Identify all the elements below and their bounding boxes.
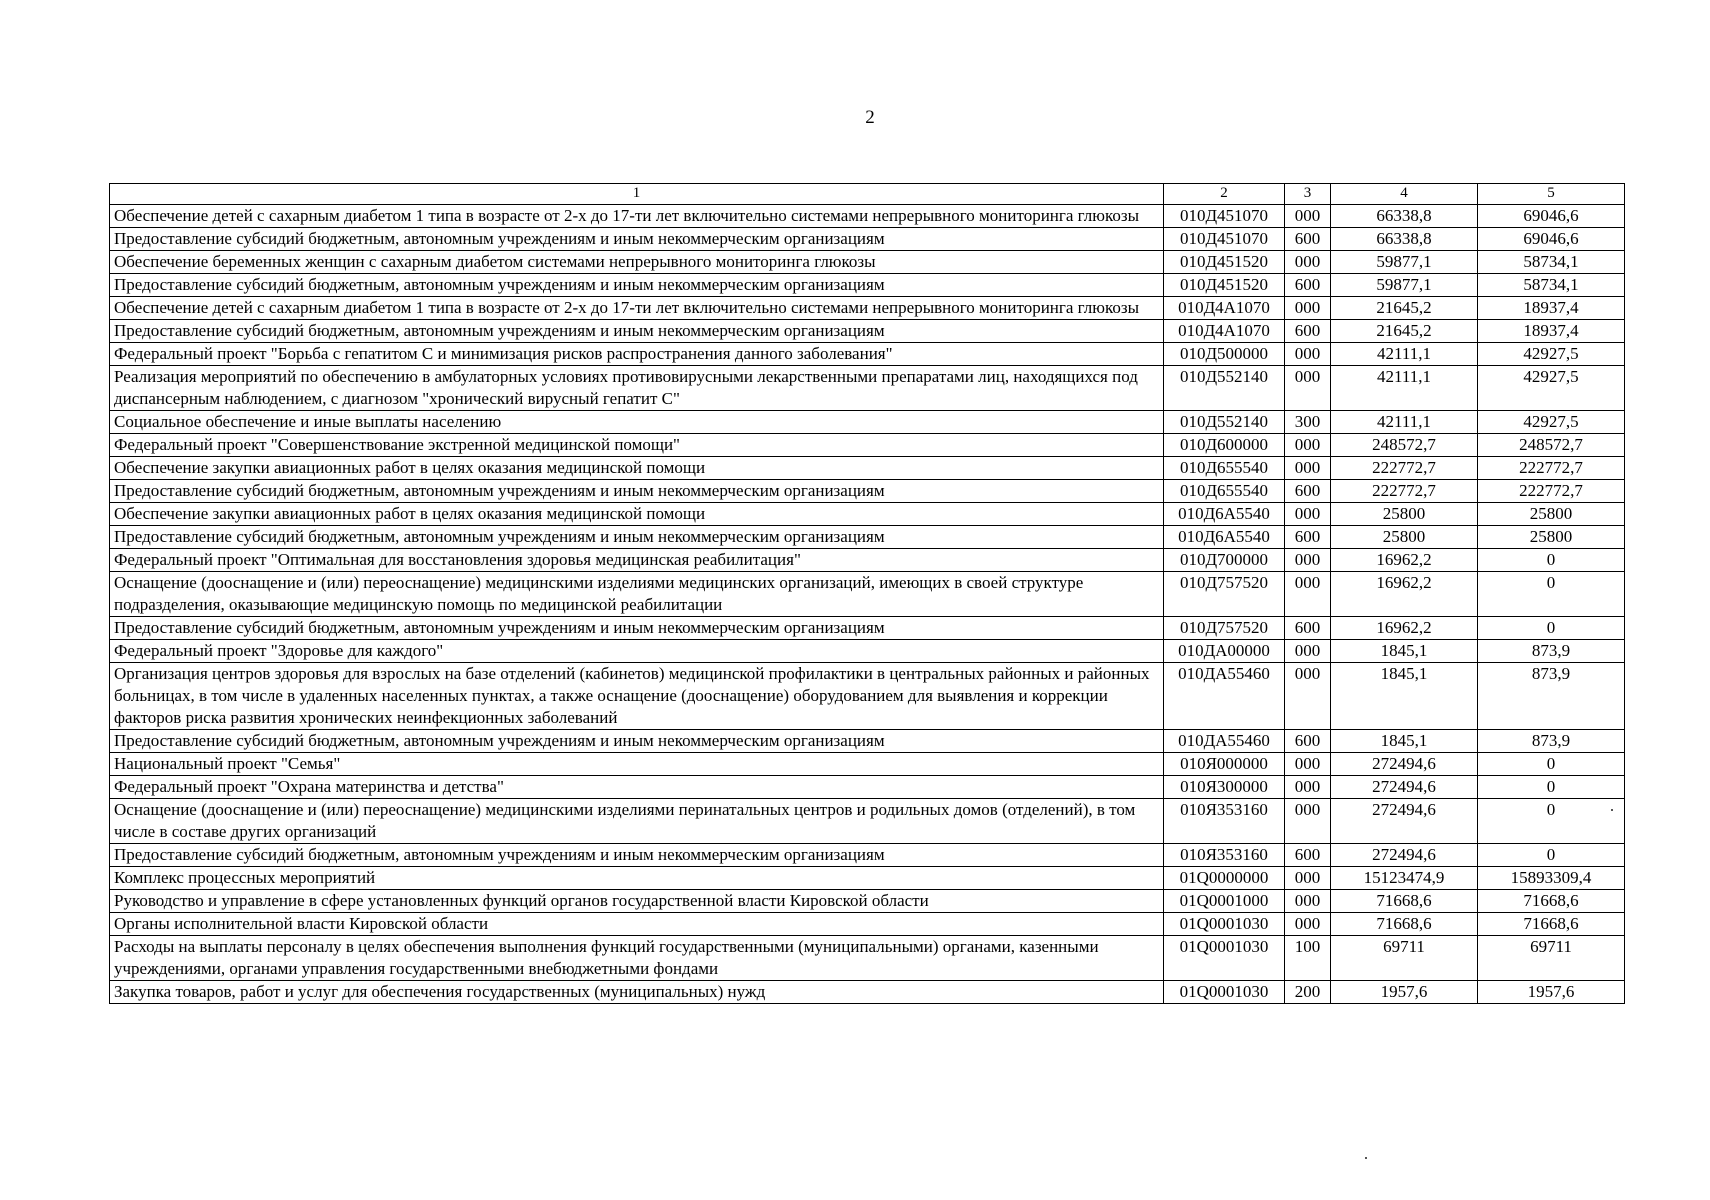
cell-code: 01Q0001030 <box>1164 981 1285 1004</box>
cell-value-5: 0 <box>1478 753 1625 776</box>
cell-value-4: 59877,1 <box>1331 251 1478 274</box>
page-number: 2 <box>865 107 875 128</box>
cell-code: 010ДА55460 <box>1164 730 1285 753</box>
cell-value-4: 25800 <box>1331 526 1478 549</box>
cell-code: 010Д757520 <box>1164 572 1285 617</box>
cell-name: Обеспечение закупки авиационных работ в целях оказания медицинской помощи <box>110 457 1164 480</box>
cell-value-5: 71668,6 <box>1478 890 1625 913</box>
cell-value-4: 42111,1 <box>1331 366 1478 411</box>
cell-value-4: 222772,7 <box>1331 457 1478 480</box>
cell-value-5: 15893309,4 <box>1478 867 1625 890</box>
cell-code: 010Я000000 <box>1164 753 1285 776</box>
cell-code: 010ДА00000 <box>1164 640 1285 663</box>
cell-name: Предоставление субсидий бюджетным, автономным учреждениям и иным некоммерческим организациям <box>110 730 1164 753</box>
table-row <box>110 730 1625 753</box>
cell-value-4: 42111,1 <box>1331 343 1478 366</box>
cell-value-5: 25800 <box>1478 503 1625 526</box>
table-row <box>110 890 1625 913</box>
table-row <box>110 799 1625 844</box>
cell-type: 000 <box>1285 297 1331 320</box>
cell-value-4: 222772,7 <box>1331 480 1478 503</box>
cell-name: Предоставление субсидий бюджетным, автономным учреждениям и иным некоммерческим организациям <box>110 844 1164 867</box>
cell-name: Предоставление субсидий бюджетным, автономным учреждениям и иным некоммерческим организациям <box>110 617 1164 640</box>
cell-value-5: 873,9 <box>1478 730 1625 753</box>
cell-value-5: 0 <box>1478 799 1625 844</box>
column-header-2: 2 <box>1164 184 1285 205</box>
cell-value-5: 18937,4 <box>1478 297 1625 320</box>
table-row <box>110 913 1625 936</box>
cell-type: 600 <box>1285 617 1331 640</box>
cell-code: 010Д451070 <box>1164 205 1285 228</box>
table-row <box>110 503 1625 526</box>
cell-value-4: 71668,6 <box>1331 890 1478 913</box>
cell-type: 000 <box>1285 799 1331 844</box>
cell-code: 010Д4А1070 <box>1164 297 1285 320</box>
cell-value-5: 69711 <box>1478 936 1625 981</box>
table-row <box>110 549 1625 572</box>
cell-type: 000 <box>1285 503 1331 526</box>
cell-value-4: 59877,1 <box>1331 274 1478 297</box>
cell-value-4: 248572,7 <box>1331 434 1478 457</box>
budget-table <box>109 183 1625 1004</box>
table-row <box>110 366 1625 411</box>
table-row <box>110 640 1625 663</box>
table-row <box>110 936 1625 981</box>
cell-name: Комплекс процессных мероприятий <box>110 867 1164 890</box>
cell-value-5: 18937,4 <box>1478 320 1625 343</box>
cell-value-5: 0 <box>1478 776 1625 799</box>
cell-type: 000 <box>1285 343 1331 366</box>
cell-value-5: 248572,7 <box>1478 434 1625 457</box>
cell-name: Предоставление субсидий бюджетным, автономным учреждениям и иным некоммерческим организациям <box>110 274 1164 297</box>
cell-value-5: 58734,1 <box>1478 274 1625 297</box>
cell-value-5: 69046,6 <box>1478 228 1625 251</box>
cell-name: Оснащение (дооснащение и (или) переоснащение) медицинскими изделиями перинатальных центров и родильных домов (отделений), в том числе в составе других организаций <box>110 799 1164 844</box>
cell-value-4: 66338,8 <box>1331 228 1478 251</box>
table-row <box>110 320 1625 343</box>
cell-name: Федеральный проект "Охрана материнства и детства" <box>110 776 1164 799</box>
cell-code: 010Д451520 <box>1164 274 1285 297</box>
cell-value-4: 42111,1 <box>1331 411 1478 434</box>
cell-name: Закупка товаров, работ и услуг для обеспечения государственных (муниципальных) нужд <box>110 981 1164 1004</box>
cell-type: 000 <box>1285 549 1331 572</box>
cell-value-4: 272494,6 <box>1331 799 1478 844</box>
cell-value-4: 25800 <box>1331 503 1478 526</box>
cell-code: 01Q0001030 <box>1164 913 1285 936</box>
cell-value-5: 42927,5 <box>1478 343 1625 366</box>
cell-name: Органы исполнительной власти Кировской области <box>110 913 1164 936</box>
cell-name: Оснащение (дооснащение и (или) переоснащение) медицинскими изделиями медицинских организаций, имеющих в своей структуре подразделения, оказывающие медицинскую помощь по медицинской реабилитации <box>110 572 1164 617</box>
cell-value-4: 1845,1 <box>1331 730 1478 753</box>
table-row <box>110 867 1625 890</box>
cell-value-4: 21645,2 <box>1331 320 1478 343</box>
cell-code: 010Д451520 <box>1164 251 1285 274</box>
cell-value-5: 42927,5 <box>1478 411 1625 434</box>
cell-code: 010Д552140 <box>1164 366 1285 411</box>
cell-value-4: 16962,2 <box>1331 617 1478 640</box>
cell-name: Предоставление субсидий бюджетным, автономным учреждениям и иным некоммерческим организациям <box>110 320 1164 343</box>
cell-value-5: 58734,1 <box>1478 251 1625 274</box>
table-row <box>110 228 1625 251</box>
cell-type: 000 <box>1285 663 1331 730</box>
cell-type: 000 <box>1285 572 1331 617</box>
cell-type: 600 <box>1285 320 1331 343</box>
cell-type: 000 <box>1285 457 1331 480</box>
table-row <box>110 480 1625 503</box>
cell-type: 000 <box>1285 366 1331 411</box>
cell-value-4: 21645,2 <box>1331 297 1478 320</box>
table-row <box>110 434 1625 457</box>
cell-code: 010Д6А5540 <box>1164 526 1285 549</box>
table-row <box>110 663 1625 730</box>
cell-value-5: 42927,5 <box>1478 366 1625 411</box>
cell-code: 010Д700000 <box>1164 549 1285 572</box>
cell-name: Предоставление субсидий бюджетным, автономным учреждениям и иным некоммерческим организациям <box>110 228 1164 251</box>
cell-name: Федеральный проект "Здоровье для каждого" <box>110 640 1164 663</box>
scan-speck <box>1611 809 1613 811</box>
cell-value-5: 0 <box>1478 549 1625 572</box>
cell-type: 000 <box>1285 890 1331 913</box>
cell-value-4: 272494,6 <box>1331 776 1478 799</box>
cell-code: 01Q0001030 <box>1164 936 1285 981</box>
cell-value-4: 1957,6 <box>1331 981 1478 1004</box>
cell-name: Руководство и управление в сфере установленных функций органов государственной власти Кировской области <box>110 890 1164 913</box>
cell-code: 010Д600000 <box>1164 434 1285 457</box>
cell-type: 000 <box>1285 251 1331 274</box>
cell-code: 010Д655540 <box>1164 480 1285 503</box>
cell-value-5: 873,9 <box>1478 663 1625 730</box>
cell-value-4: 69711 <box>1331 936 1478 981</box>
cell-value-4: 71668,6 <box>1331 913 1478 936</box>
cell-type: 000 <box>1285 205 1331 228</box>
cell-value-5: 873,9 <box>1478 640 1625 663</box>
cell-value-5: 1957,6 <box>1478 981 1625 1004</box>
cell-name: Федеральный проект "Оптимальная для восстановления здоровья медицинская реабилитация" <box>110 549 1164 572</box>
cell-type: 600 <box>1285 526 1331 549</box>
table-row <box>110 617 1625 640</box>
cell-type: 000 <box>1285 913 1331 936</box>
cell-name: Социальное обеспечение и иные выплаты населению <box>110 411 1164 434</box>
cell-value-4: 16962,2 <box>1331 549 1478 572</box>
cell-name: Обеспечение закупки авиационных работ в целях оказания медицинской помощи <box>110 503 1164 526</box>
cell-code: 010Д451070 <box>1164 228 1285 251</box>
table-row <box>110 343 1625 366</box>
cell-code: 010Д552140 <box>1164 411 1285 434</box>
cell-value-4: 16962,2 <box>1331 572 1478 617</box>
table-row <box>110 297 1625 320</box>
cell-value-5: 0 <box>1478 572 1625 617</box>
cell-code: 010ДА55460 <box>1164 663 1285 730</box>
cell-name: Национальный проект "Семья" <box>110 753 1164 776</box>
column-header-1: 1 <box>110 184 1164 205</box>
cell-code: 010Д655540 <box>1164 457 1285 480</box>
cell-code: 010Д500000 <box>1164 343 1285 366</box>
table-row <box>110 776 1625 799</box>
cell-value-4: 272494,6 <box>1331 753 1478 776</box>
table-row <box>110 411 1625 434</box>
cell-code: 010Я300000 <box>1164 776 1285 799</box>
column-header-5: 5 <box>1478 184 1625 205</box>
table-row <box>110 205 1625 228</box>
cell-type: 600 <box>1285 730 1331 753</box>
table-row <box>110 457 1625 480</box>
cell-name: Обеспечение детей с сахарным диабетом 1 типа в возрасте от 2-х до 17-ти лет включительно системами непрерывного мониторинга глюкозы <box>110 297 1164 320</box>
cell-type: 000 <box>1285 640 1331 663</box>
table-row <box>110 981 1625 1004</box>
cell-type: 200 <box>1285 981 1331 1004</box>
cell-code: 010Д757520 <box>1164 617 1285 640</box>
cell-code: 010Д6А5540 <box>1164 503 1285 526</box>
cell-type: 000 <box>1285 867 1331 890</box>
cell-code: 010Я353160 <box>1164 844 1285 867</box>
cell-name: Обеспечение детей с сахарным диабетом 1 типа в возрасте от 2-х до 17-ти лет включительно системами непрерывного мониторинга глюкозы <box>110 205 1164 228</box>
cell-value-4: 15123474,9 <box>1331 867 1478 890</box>
table-body <box>110 205 1625 1004</box>
cell-name: Предоставление субсидий бюджетным, автономным учреждениям и иным некоммерческим организациям <box>110 526 1164 549</box>
cell-type: 600 <box>1285 228 1331 251</box>
cell-code: 010Я353160 <box>1164 799 1285 844</box>
cell-name: Федеральный проект "Совершенствование экстренной медицинской помощи" <box>110 434 1164 457</box>
cell-value-5: 0 <box>1478 844 1625 867</box>
cell-value-4: 1845,1 <box>1331 640 1478 663</box>
cell-name: Организация центров здоровья для взрослых на базе отделений (кабинетов) медицинской профилактики в центральных районных и районных больницах, в том числе в удаленных населенных пунктах, а также оснащение (дооснащение) оборудованием для выявления и коррекции факторов риска развития хронических неинфекционных заболеваний <box>110 663 1164 730</box>
cell-name: Реализация мероприятий по обеспечению в амбулаторных условиях противовирусными лекарственными препаратами лиц, находящихся под диспансерным наблюдением, с диагнозом "хронический вирусный гепатит С" <box>110 366 1164 411</box>
scan-speck <box>1365 1157 1367 1159</box>
cell-value-4: 1845,1 <box>1331 663 1478 730</box>
cell-value-5: 25800 <box>1478 526 1625 549</box>
cell-type: 600 <box>1285 844 1331 867</box>
cell-type: 000 <box>1285 776 1331 799</box>
cell-name: Предоставление субсидий бюджетным, автономным учреждениям и иным некоммерческим организациям <box>110 480 1164 503</box>
table-row <box>110 572 1625 617</box>
table-row <box>110 753 1625 776</box>
cell-value-5: 222772,7 <box>1478 457 1625 480</box>
cell-code: 010Д4А1070 <box>1164 320 1285 343</box>
cell-type: 600 <box>1285 274 1331 297</box>
cell-value-5: 0 <box>1478 617 1625 640</box>
cell-value-4: 66338,8 <box>1331 205 1478 228</box>
cell-type: 000 <box>1285 753 1331 776</box>
cell-code: 01Q0001000 <box>1164 890 1285 913</box>
column-header-4: 4 <box>1331 184 1478 205</box>
cell-name: Обеспечение беременных женщин с сахарным диабетом системами непрерывного мониторинга глюкозы <box>110 251 1164 274</box>
cell-name: Федеральный проект "Борьба с гепатитом С и минимизация рисков распространения данного заболевания" <box>110 343 1164 366</box>
cell-value-5: 222772,7 <box>1478 480 1625 503</box>
cell-type: 600 <box>1285 480 1331 503</box>
cell-value-4: 272494,6 <box>1331 844 1478 867</box>
table-row <box>110 844 1625 867</box>
cell-code: 01Q0000000 <box>1164 867 1285 890</box>
column-header-3: 3 <box>1285 184 1331 205</box>
cell-type: 300 <box>1285 411 1331 434</box>
table-row <box>110 251 1625 274</box>
header-row <box>110 184 1625 205</box>
cell-value-5: 71668,6 <box>1478 913 1625 936</box>
table-row <box>110 526 1625 549</box>
cell-name: Расходы на выплаты персоналу в целях обеспечения выполнения функций государственными (муниципальными) органами, казенными учреждениями, органами управления государственными внебюджетными фондами <box>110 936 1164 981</box>
cell-value-5: 69046,6 <box>1478 205 1625 228</box>
cell-type: 100 <box>1285 936 1331 981</box>
table-row <box>110 274 1625 297</box>
cell-type: 000 <box>1285 434 1331 457</box>
